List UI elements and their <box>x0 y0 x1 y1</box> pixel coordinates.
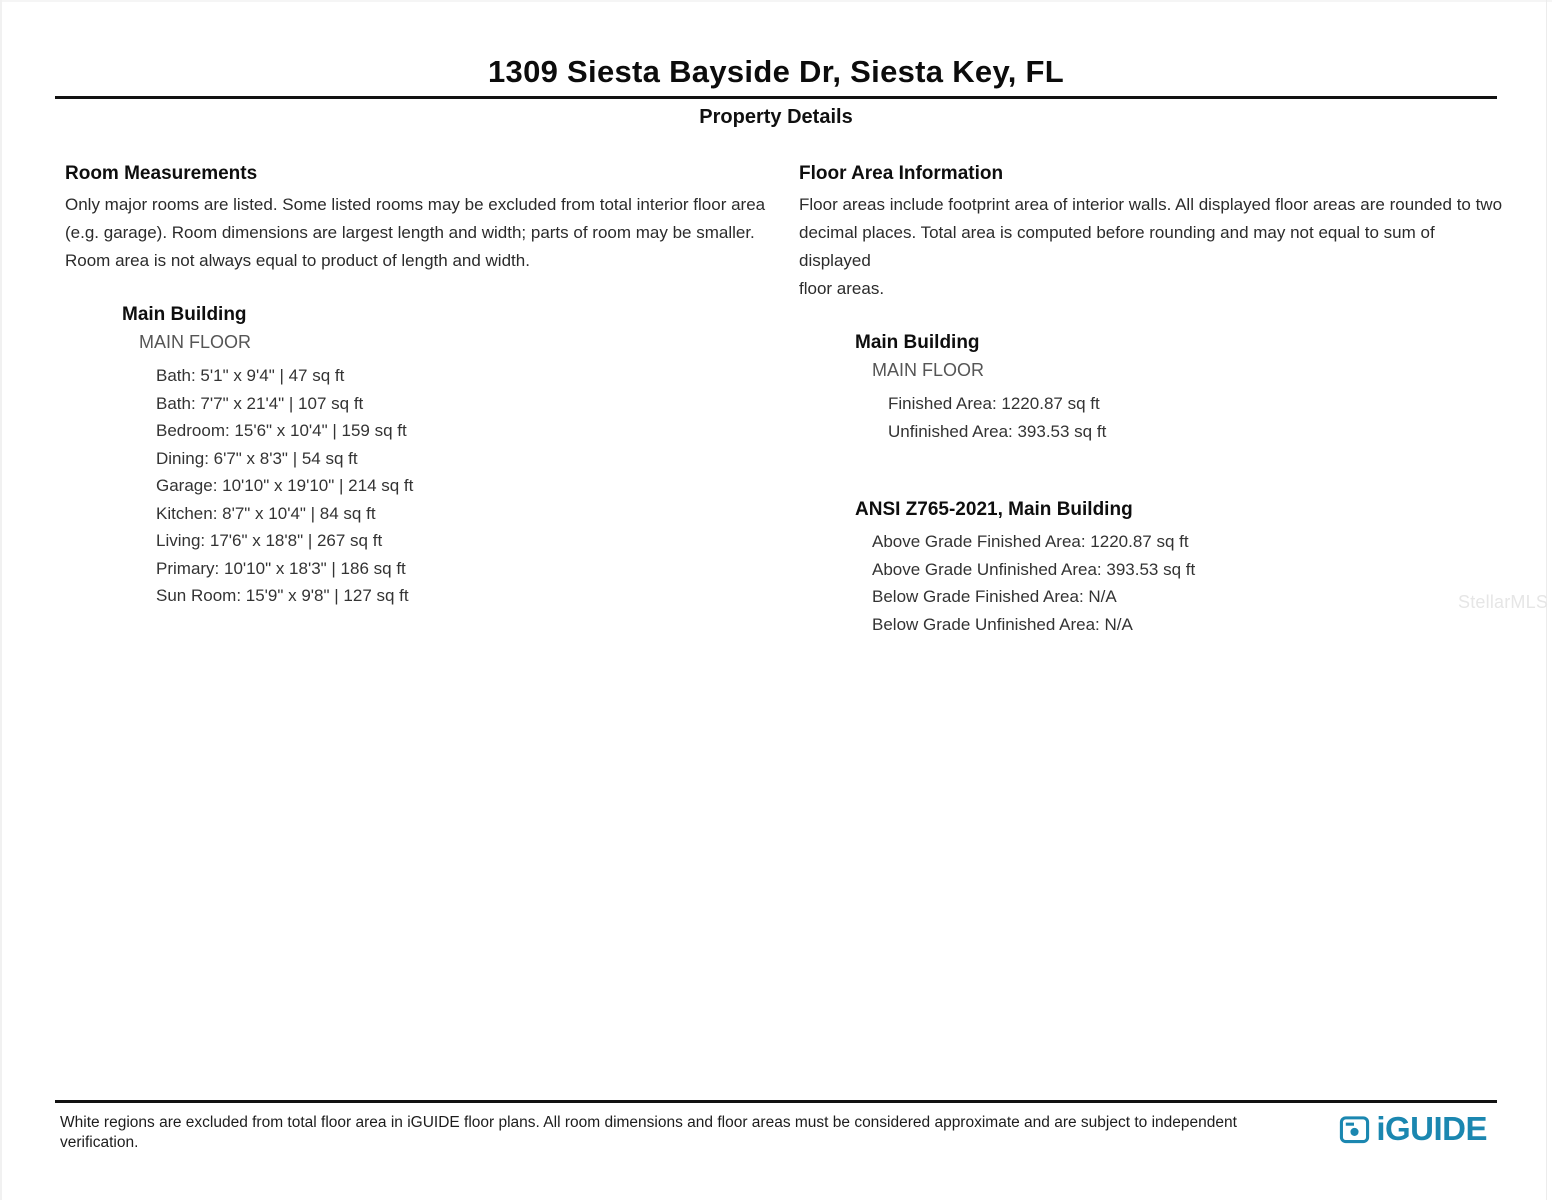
footer-disclaimer: White regions are excluded from total floor area in iGUIDE floor plans. All room dimensions and floor areas must be considered approximate and are subject to independent verification. <box>60 1114 1237 1151</box>
room-measurements-heading: Room Measurements <box>65 163 258 184</box>
floor-area-section <box>799 163 1511 638</box>
description-line: Room area is not always equal to product of length and width. <box>65 251 530 270</box>
ansi-item: Below Grade Finished Area: N/A <box>872 587 1117 606</box>
description-line: decimal places. Total area is computed before rounding and may not equal to sum of displayed <box>799 223 1435 270</box>
room-item: Bath: 5'1" x 9'4" | 47 sq ft <box>156 366 345 385</box>
footer-divider <box>55 1100 1497 1103</box>
floor-name: MAIN FLOOR <box>872 360 985 380</box>
floor-area-description <box>799 191 1511 303</box>
iguide-logo <box>1339 1110 1487 1148</box>
room-measurements-section <box>65 163 770 610</box>
description-line: Floor areas include footprint area of interior walls. All displayed floor areas are rounded to two <box>799 195 1503 214</box>
area-list <box>888 390 1511 445</box>
room-item: Living: 17'6" x 18'8" | 267 sq ft <box>156 531 383 550</box>
stellar-mls-watermark: StellarMLS <box>1458 592 1549 612</box>
description-line: (e.g. garage). Room dimensions are largest length and width; parts of room may be smaller. <box>65 223 755 242</box>
description-line: Only major rooms are listed. Some listed rooms may be excluded from total interior floor area <box>65 195 766 214</box>
room-measurements-building-block <box>65 304 770 610</box>
floor-name: MAIN FLOOR <box>139 332 252 352</box>
floor-area-building-block <box>799 332 1511 445</box>
area-item: Finished Area: 1220.87 sq ft <box>888 394 1100 413</box>
room-list <box>156 362 770 610</box>
room-measurements-description <box>65 191 770 275</box>
room-item: Garage: 10'10" x 19'10" | 214 sq ft <box>156 476 414 495</box>
header-divider <box>55 96 1497 99</box>
ansi-item: Below Grade Unfinished Area: N/A <box>872 614 1133 634</box>
floor-area-heading: Floor Area Information <box>799 163 1004 184</box>
building-name: Main Building <box>855 332 980 353</box>
ansi-item: Above Grade Unfinished Area: 393.53 sq ft <box>872 559 1196 579</box>
page-edge-top <box>0 0 1552 2</box>
page-subtitle: Property Details <box>699 106 853 128</box>
room-item: Dining: 6'7" x 8'3" | 54 sq ft <box>156 448 358 468</box>
page-edge-left <box>0 0 2 1200</box>
ansi-item: Above Grade Finished Area: 1220.87 sq ft <box>872 532 1189 551</box>
room-item: Sun Room: 15'9" x 9'8" | 127 sq ft <box>156 586 409 605</box>
iguide-camera-icon <box>1339 1114 1370 1145</box>
building-name: Main Building <box>122 304 247 325</box>
page-title: 1309 Siesta Bayside Dr, Siesta Key, FL <box>487 54 1064 89</box>
area-item: Unfinished Area: 393.53 sq ft <box>888 421 1107 441</box>
ansi-block <box>799 499 1511 638</box>
room-item: Bedroom: 15'6" x 10'4" | 159 sq ft <box>156 421 407 440</box>
room-item: Bath: 7'7" x 21'4" | 107 sq ft <box>156 393 364 413</box>
ansi-list <box>872 528 1511 638</box>
ansi-heading: ANSI Z765-2021, Main Building <box>855 499 1133 520</box>
description-line: floor areas. <box>799 279 885 298</box>
room-item: Kitchen: 8'7" x 10'4" | 84 sq ft <box>156 503 376 523</box>
room-item: Primary: 10'10" x 18'3" | 186 sq ft <box>156 558 406 578</box>
iguide-logo-text: iGUIDE <box>1376 1110 1487 1147</box>
